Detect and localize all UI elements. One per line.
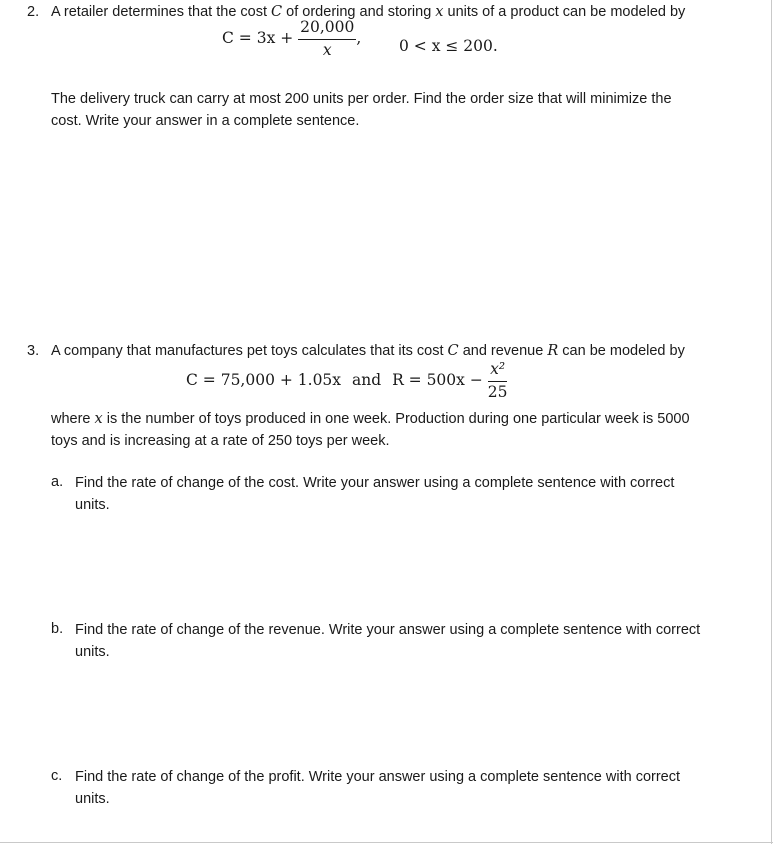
sub-question-text: Find the rate of change of the cost. Write your answer using a complete sentence with correct units. (75, 475, 675, 513)
fraction-numerator: x² (488, 362, 507, 382)
sub-question-label: c. (51, 768, 63, 784)
fraction-denominator: x (322, 40, 332, 59)
question-context: where x is the number of toys produced in one week. Production during one particular week is 5000 toys and is increasing at a rate of 250 toys per week. (51, 411, 690, 449)
question-number: 3. (27, 343, 40, 359)
question-intro: A retailer determines that the cost C of ordering and storing x units of a product can be modeled by (51, 4, 686, 20)
variable-r: R (547, 343, 559, 359)
page-right-edge (771, 0, 772, 844)
question-intro: A company that manufactures pet toys calculates that its cost C and revenue R can be modeled by (51, 343, 685, 359)
sub-question-text: Find the rate of change of the revenue. Write your answer using a complete sentence with correct units. (75, 622, 701, 660)
question-body: The delivery truck can carry at most 200 units per order. Find the order size that will minimize the cost. Write your answer in a complete sentence. (51, 91, 672, 129)
page-bottom-edge (0, 842, 773, 843)
equation-lhs: C = 3x + (222, 29, 294, 47)
variable-c: C (447, 343, 459, 359)
fraction-denominator: 25 (487, 382, 508, 401)
cost-revenue-equation (186, 362, 508, 400)
fraction-numerator: 20,000 (298, 20, 356, 40)
variable-x: x (94, 411, 103, 427)
revenue-expression: R = 500x − (392, 371, 483, 389)
sub-question-label: a. (51, 474, 64, 490)
sub-question-label: b. (51, 621, 64, 637)
cost-expression: C = 75,000 + 1.05x (186, 371, 342, 389)
question-number: 2. (27, 4, 40, 20)
variable-c: C (271, 4, 283, 20)
fraction (298, 20, 356, 58)
fraction (488, 362, 508, 400)
and-word: and (351, 371, 382, 389)
variable-x: x (435, 4, 444, 20)
domain-constraint: 0 < x ≤ 200. (399, 37, 498, 55)
cost-equation: C = 3x + $\frac{20,000}{x}$ , (222, 18, 362, 59)
sub-question-text: Find the rate of change of the profit. Write your answer using a complete sentence with correct units. (75, 769, 681, 807)
